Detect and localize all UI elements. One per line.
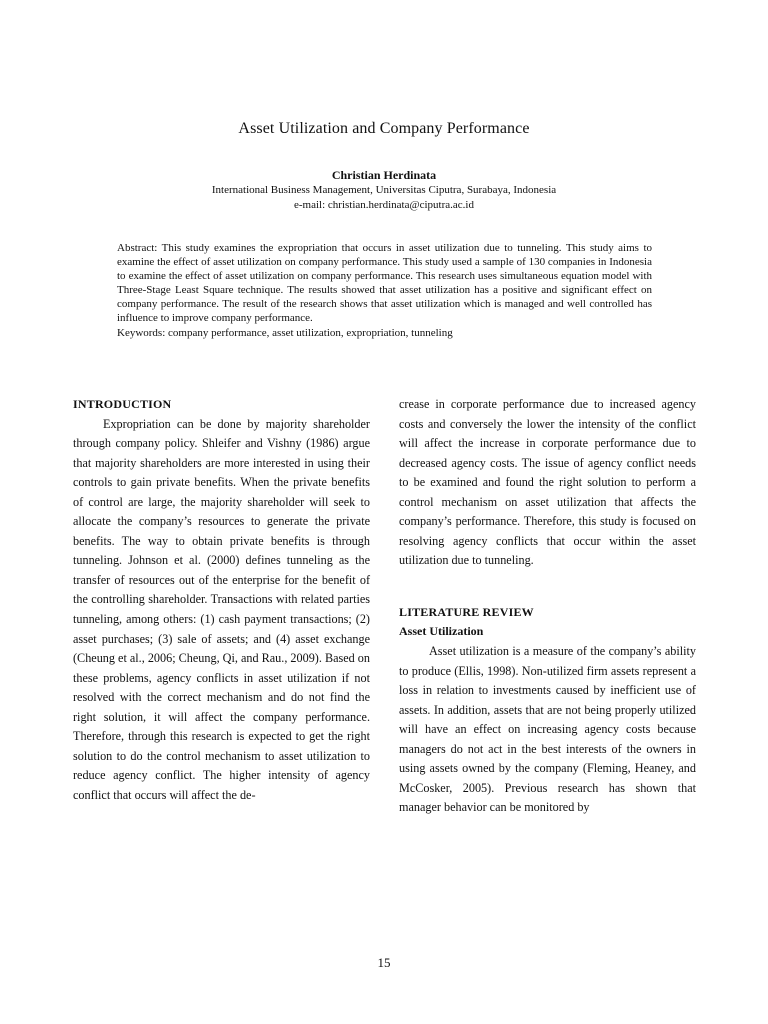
asset-utilization-subheading: Asset Utilization [399, 624, 484, 639]
author-email: e-mail: christian.herdinata@ciputra.ac.id [294, 199, 474, 211]
paper-title: Asset Utilization and Company Performance [238, 120, 530, 137]
introduction-heading: INTRODUCTION [73, 397, 172, 411]
abstract-block [117, 241, 652, 340]
introduction-paragraph-part2: crease in corporate performance due to increased agency costs and conversely the lower the intensity of the conflict will affect the increase in corporate performance due to decreased agency costs. The issue of agency conflict needs to be examined and found the right solution to perform a control mechanism on asset utilization that affects the company’s performance. Therefore, this study is focused on resolving agency conflicts that occur within the asset utilization due to tunneling. [399, 397, 696, 568]
page-number: 15 [377, 955, 391, 970]
author-name: Christian Herdinata [331, 168, 437, 182]
section-gap [399, 571, 696, 603]
asset-utilization-paragraph: Asset utilization is a measure of the company’s ability to produce (Ellis, 1998). Non-utilized firm assets represent a loss in relation to investments caused by inefficient use of assets. In addition, assets that are not being properly utilized will have an effect on increasing agency costs because managers do not act in the best interests of the owners in using assets owned by the company (Fleming, Heaney, and McCosker, 2005). Previous research has shown that manager behavior can be monitored by [399, 644, 696, 815]
abstract-text: Abstract: This study examines the expropriation that occurs in asset utilization due to tunneling. This study aims to examine the effect of asset utilization on company performance. This study used a sample of 130 companies in Indonesia to examine the effect of asset utilization on company performance. This research uses simultaneous equation model with Three-Stage Least Square technique. The results showed that asset utilization has a positive and significant effect on company performance. The result of the research shows that asset utilization which is managed and well controlled has influence to improve company performance. [117, 242, 652, 325]
literature-review-heading: LITERATURE REVIEW [399, 604, 534, 619]
left-column [73, 395, 370, 805]
keywords-line: Keywords: company performance, asset utilization, expropriation, tunneling [117, 326, 453, 339]
introduction-paragraph-part1: Expropriation can be done by majority shareholder through company policy. Shleifer and Vishny (1986) argue that majority shareholders are more interested in using their controls to gain private benefits. When the private benefits of control are large, the majority shareholder will seek to allocate the company’s resources to generate the private benefits. The way to obtain private benefits is through tunneling. Johnson et al. (2000) defines tunneling as the transfer of resources out of the enterprise for the benefit of the controlling shareholder. Transactions with related parties tunneling, among others: (1) cash payment transactions; (2) asset purchases; (3) sale of assets; and (4) asset exchange (Cheung et al., 2006; Cheung, Qi, and Rau., 2009). Based on these problems, agency conflicts in asset utilization if not resolved with the correct mechanism and do not find the right solution, it will affect the company performance. Therefore, through this research is expected to get the right solution to do the control mechanism to asset utilization to reduce agency conflict. The higher intensity of agency conflict that occurs will affect the de- [73, 416, 370, 802]
right-column [399, 395, 696, 818]
author-affiliation: International Business Management, Universitas Ciputra, Surabaya, Indonesia [211, 184, 557, 196]
